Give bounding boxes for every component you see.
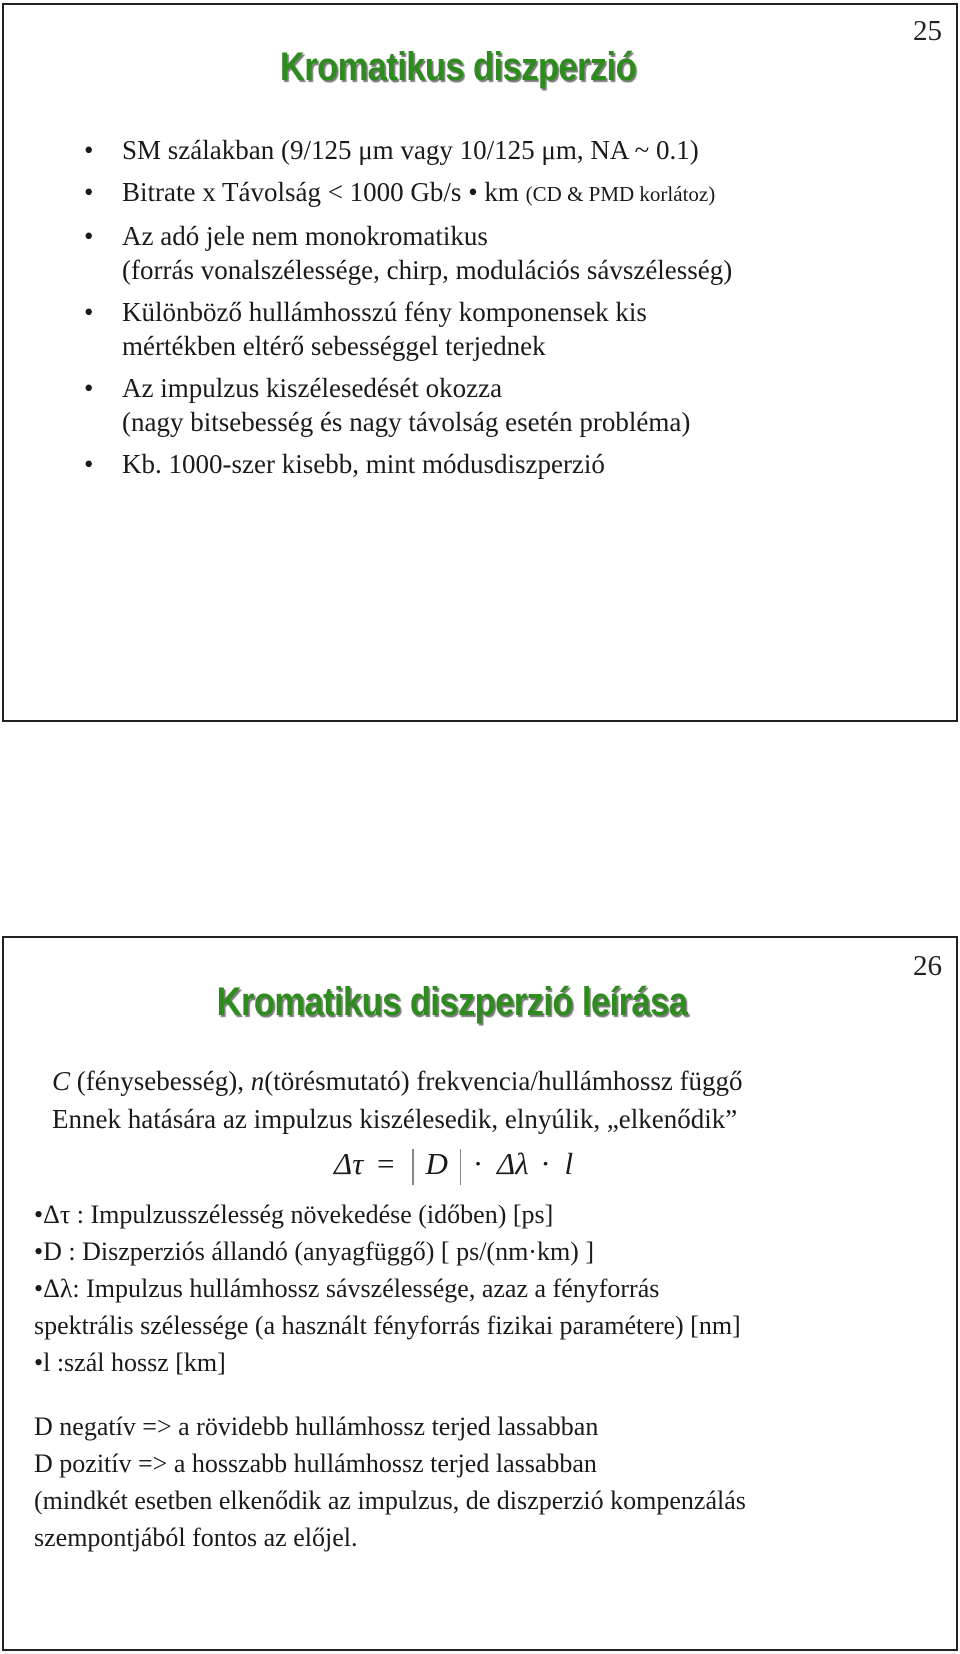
bullet-note: (CD & PMD korlátoz) xyxy=(525,182,716,206)
intro-text xyxy=(52,1062,743,1138)
slide-25 xyxy=(2,3,958,722)
c-symbol: C xyxy=(52,1066,71,1096)
bullet-list xyxy=(84,133,934,489)
definition-line: •l :szál hossz [km] xyxy=(34,1348,226,1377)
n-symbol: n xyxy=(250,1066,265,1096)
slide-title: Kromatikus diszperzió leírása xyxy=(216,980,688,1024)
formula-bar xyxy=(412,1149,414,1185)
bullet-item xyxy=(84,219,934,287)
formula-lhs: Δτ xyxy=(334,1146,364,1181)
note-line: (mindkét esetben elkenődik az impulzus, de diszperzió kompenzálás xyxy=(34,1486,746,1515)
intro-line-1 xyxy=(52,1062,743,1100)
note-line: D negatív => a rövidebb hullámhossz terjed lassabban xyxy=(34,1412,599,1441)
formula-dl: Δλ xyxy=(497,1146,529,1181)
formula-l: l xyxy=(564,1146,574,1181)
bullet-item xyxy=(84,447,934,481)
formula-d: D xyxy=(425,1146,448,1181)
bullet-text: Bitrate x Távolság < 1000 Gb/s • km xyxy=(122,177,526,207)
bullet-item xyxy=(84,133,934,167)
definition-line: spektrális szélessége (a használt fényforrás fizikai paramétere) [nm] xyxy=(34,1311,741,1340)
definitions xyxy=(34,1196,934,1381)
formula-dot: · xyxy=(540,1146,551,1181)
note-line: D pozitív => a hosszabb hullámhossz terjed lassabban xyxy=(34,1449,597,1478)
bullet-item xyxy=(84,295,934,363)
formula-equals: = xyxy=(377,1146,395,1181)
bullet-text-cont: (nagy bitsebesség és nagy távolság esetén probléma) xyxy=(122,407,691,437)
bullet-text: • Kb. 1000-szer kisebb, mint módusdiszperzió xyxy=(122,449,605,479)
page-number: 26 xyxy=(913,950,942,982)
bullet-item xyxy=(84,175,934,211)
bullet-text: • SM szálakban (9/125 μm vagy 10/125 μm, NA ~ 0.1) xyxy=(122,135,699,165)
c-text: (fénysebesség), xyxy=(70,1066,251,1096)
dispersion-formula xyxy=(334,1146,573,1185)
slide-title: Kromatikus diszperzió xyxy=(279,45,637,89)
n-text: (törésmutató) frekvencia/hullámhossz függő xyxy=(264,1066,743,1096)
slide-26 xyxy=(2,936,958,1651)
intro-line-2: Ennek hatására az impulzus kiszélesedik, elnyúlik, „elkenődik” xyxy=(52,1104,738,1134)
formula-bar xyxy=(460,1149,462,1185)
definition-line: •D : Diszperziós állandó (anyagfüggő) [ ps/(nm·km) ] xyxy=(34,1237,595,1266)
page-number: 25 xyxy=(913,15,942,47)
note-line: szempontjából fontos az előjel. xyxy=(34,1523,358,1552)
bullet-text: • Az adó jele nem monokromatikus xyxy=(122,221,488,251)
bullet-item xyxy=(84,371,934,439)
bullet-text: • Különböző hullámhosszú fény komponensek kis xyxy=(122,297,647,327)
definition-line: •Δλ: Impulzus hullámhossz sávszélessége, azaz a fényforrás xyxy=(34,1274,660,1303)
notes xyxy=(34,1408,944,1556)
bullet-text: • Az impulzus kiszélesedését okozza xyxy=(122,373,503,403)
formula-dot: · xyxy=(472,1146,484,1181)
definition-line: •Δτ : Impulzusszélesség növekedése (időben) [ps] xyxy=(34,1200,554,1229)
bullet-text-cont: (forrás vonalszélessége, chirp, modulációs sávszélesség) xyxy=(122,255,733,285)
bullet-text-cont: mértékben eltérő sebességgel terjednek xyxy=(122,331,546,361)
